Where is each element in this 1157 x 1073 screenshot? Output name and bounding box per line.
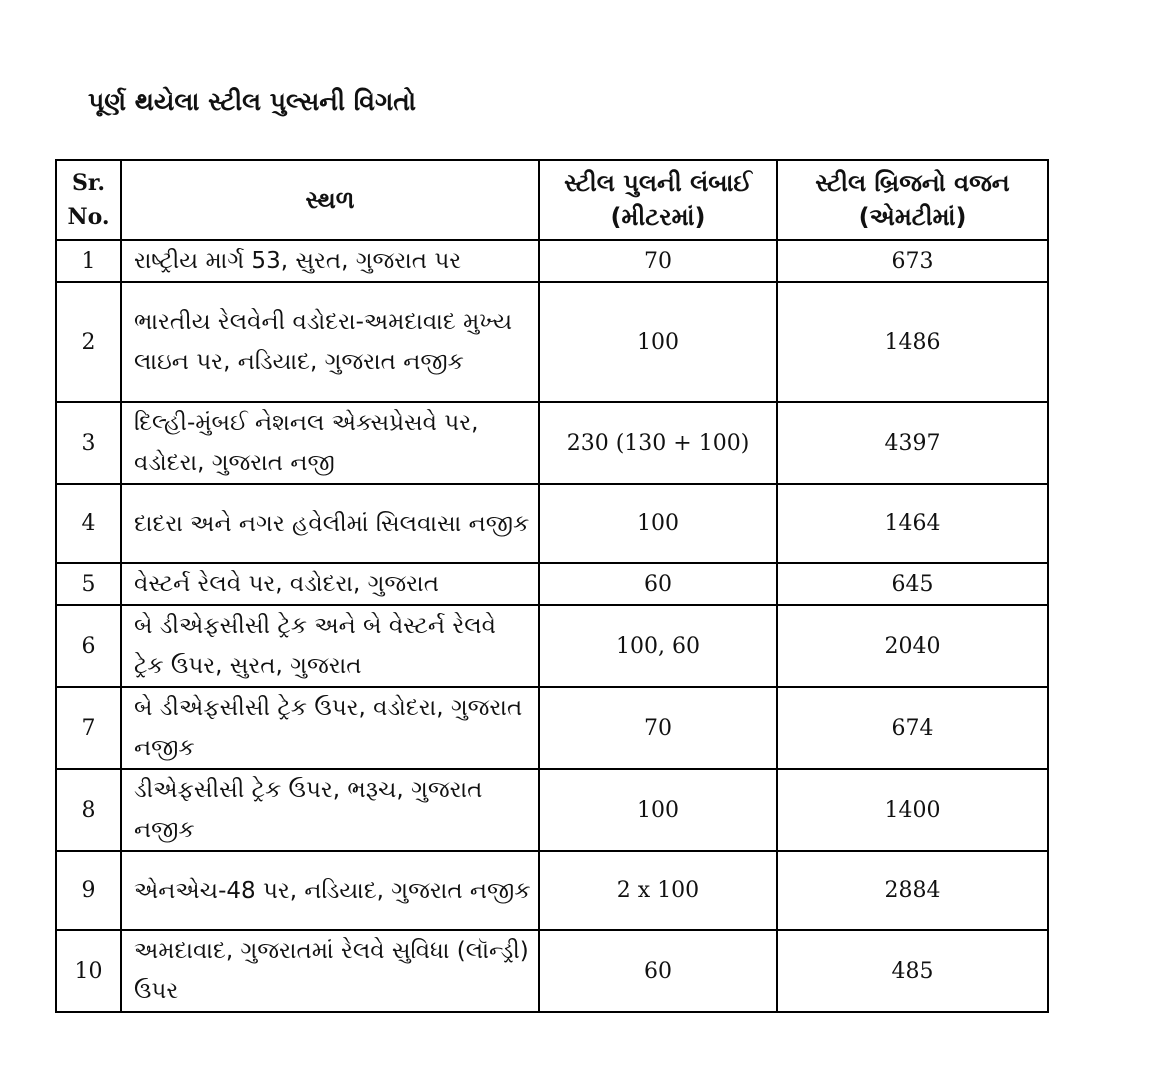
cell-length: 100, 60: [539, 605, 777, 687]
cell-sr: 4: [56, 484, 121, 563]
cell-sr: 6: [56, 605, 121, 687]
table-row: [56, 282, 1048, 402]
header-length: [539, 160, 777, 240]
cell-location: દિલ્હી-મુંબઈ નેશનલ એક્સપ્રેસવે પર, વડોદરા, ગુજરાત નજી: [121, 402, 539, 484]
cell-weight: 673: [777, 240, 1048, 282]
table-row: [56, 605, 1048, 687]
cell-location: વેસ્ટર્ન રેલવે પર, વડોદરા, ગુજરાત: [121, 563, 539, 605]
table-row: [56, 930, 1048, 1012]
header-weight-line2: (એમટીમાં): [858, 203, 967, 231]
cell-location: દાદરા અને નગર હવેલીમાં સિલવાસા નજીક: [121, 484, 539, 563]
cell-length: 100: [539, 282, 777, 402]
header-weight-line1: સ્ટીલ બ્રિજનો વજન: [815, 169, 1010, 197]
table-row: [56, 769, 1048, 851]
cell-length: 2 x 100: [539, 851, 777, 930]
cell-length: 100: [539, 769, 777, 851]
header-length-line1: સ્ટીલ પુલની લંબાઈ: [564, 169, 752, 197]
table-row: [56, 240, 1048, 282]
cell-location: બે ડીએફસીસી ટ્રેક અને બે વેસ્ટર્ન રેલવે ટ્રેક ઉપર, સુરત, ગુજરાત: [121, 605, 539, 687]
cell-weight: 1486: [777, 282, 1048, 402]
cell-sr: 9: [56, 851, 121, 930]
table-row: [56, 402, 1048, 484]
cell-location: બે ડીએફસીસી ટ્રેક ઉપર, વડોદરા, ગુજરાત નજીક: [121, 687, 539, 769]
cell-length: 70: [539, 240, 777, 282]
table-header-row: [56, 160, 1048, 240]
cell-location: ડીએફસીસી ટ્રેક ઉપર, ભરૂચ, ગુજરાત નજીક: [121, 769, 539, 851]
cell-length: 230 (130 + 100): [539, 402, 777, 484]
cell-sr: 3: [56, 402, 121, 484]
cell-sr: 10: [56, 930, 121, 1012]
header-length-line2: (મીટરમાં): [610, 203, 706, 231]
header-sr-no: [56, 160, 121, 240]
cell-sr: 2: [56, 282, 121, 402]
cell-sr: 8: [56, 769, 121, 851]
steel-bridges-table: [55, 159, 1049, 1013]
cell-length: 70: [539, 687, 777, 769]
cell-location: રાષ્ટ્રીય માર્ગ 53, સુરત, ગુજરાત પર: [121, 240, 539, 282]
header-sr-line2: No.: [67, 204, 110, 230]
cell-length: 100: [539, 484, 777, 563]
cell-weight: 1464: [777, 484, 1048, 563]
page-title: પૂર્ણ થયેલા સ્ટીલ પુલ્સની વિગતો: [88, 87, 417, 116]
cell-location: અમદાવાદ, ગુજરાતમાં રેલવે સુવિધા (લૉન્ડ્રી) ઉપર: [121, 930, 539, 1012]
cell-location: ભારતીય રેલવેની વડોદરા-અમદાવાદ મુખ્ય લાઇન પર, નડિયાદ, ગુજરાત નજીક: [121, 282, 539, 402]
cell-weight: 2884: [777, 851, 1048, 930]
cell-weight: 645: [777, 563, 1048, 605]
header-location: [121, 160, 539, 240]
cell-weight: 674: [777, 687, 1048, 769]
header-sr-line1: Sr.: [71, 170, 106, 196]
table-row: [56, 563, 1048, 605]
cell-weight: 2040: [777, 605, 1048, 687]
cell-location: એનએચ-48 પર, નડિયાદ, ગુજરાત નજીક: [121, 851, 539, 930]
table-row: [56, 687, 1048, 769]
table-row: [56, 484, 1048, 563]
cell-sr: 7: [56, 687, 121, 769]
cell-weight: 1400: [777, 769, 1048, 851]
cell-weight: 485: [777, 930, 1048, 1012]
cell-length: 60: [539, 930, 777, 1012]
cell-weight: 4397: [777, 402, 1048, 484]
cell-sr: 5: [56, 563, 121, 605]
header-weight: [777, 160, 1048, 240]
cell-sr: 1: [56, 240, 121, 282]
table-row: [56, 851, 1048, 930]
header-location-label: સ્થળ: [305, 186, 355, 214]
cell-length: 60: [539, 563, 777, 605]
